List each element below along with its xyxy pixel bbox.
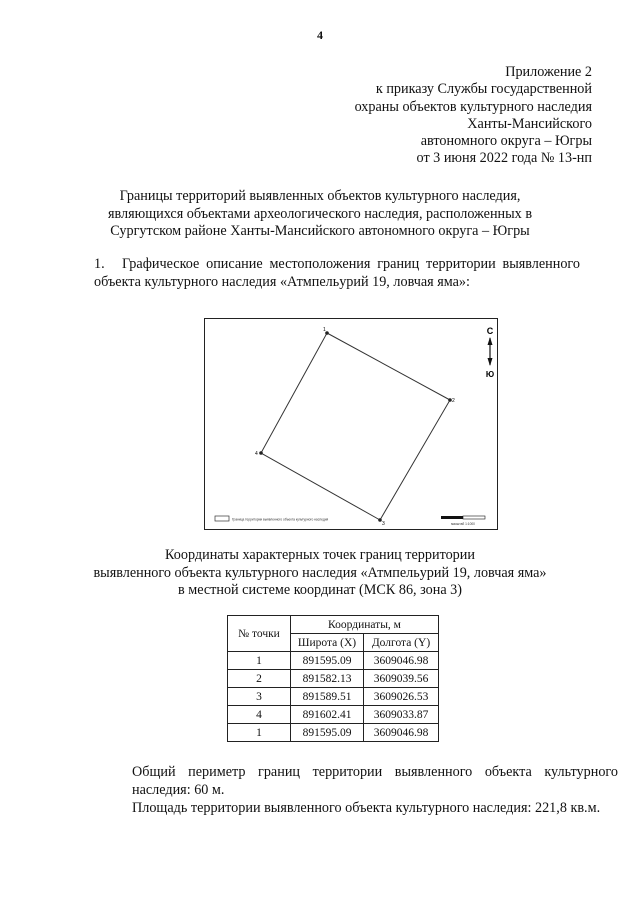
area-paragraph: Площадь территории выявленного объекта культурного наследия: 221,8 кв.м.	[132, 800, 601, 816]
point-label-1: 1	[323, 327, 326, 333]
map-legend	[215, 516, 328, 522]
section-number: 1.	[94, 256, 105, 272]
compass-south: Ю	[485, 370, 495, 379]
cell-y: 3609039.56	[364, 670, 439, 688]
page-number: 4	[317, 28, 323, 42]
cell-point: 2	[228, 670, 291, 688]
header-coordinates: Координаты, м	[291, 616, 439, 634]
cell-point: 3	[228, 688, 291, 706]
cell-x: 891602.41	[291, 706, 364, 724]
point-label-4: 4	[255, 451, 258, 457]
appendix-line: Приложение 2	[505, 64, 592, 80]
title-line: Сургутском районе Ханты-Мансийского автономного округа – Югры	[110, 223, 530, 239]
compass-north: С	[486, 326, 494, 336]
boundary-point-4	[259, 451, 263, 455]
table-row	[228, 652, 439, 670]
table-row	[228, 724, 439, 742]
boundary-map	[204, 318, 498, 530]
coordinates-title	[60, 547, 580, 600]
cell-y: 3609046.98	[364, 652, 439, 670]
legend-swatch	[215, 516, 229, 521]
title-line: Границы территорий выявленных объектов культурного наследия,	[119, 188, 521, 204]
section-1-paragraph	[94, 256, 580, 291]
cell-x: 891582.13	[291, 670, 364, 688]
cell-x: 891595.09	[291, 652, 364, 670]
coords-title-line: выявленного объекта культурного наследия «Атмпельурий 19, ловчая яма»	[93, 564, 547, 581]
title-line: являющихся объектами археологического наследия, расположенных в	[107, 205, 533, 222]
appendix-line: автономного округа – Югры	[420, 133, 592, 150]
cell-point: 1	[228, 652, 291, 670]
table-row	[228, 670, 439, 688]
appendix-line: охраны объектов культурного наследия	[354, 98, 592, 115]
coordinates-table	[227, 615, 439, 742]
compass-icon	[486, 326, 494, 379]
cell-x: 891595.09	[291, 724, 364, 742]
point-label-2: 2	[452, 398, 455, 404]
table-row	[228, 688, 439, 706]
cell-y: 3609033.87	[364, 706, 439, 724]
table-row	[228, 706, 439, 724]
appendix-line: от 3 июня 2022 года № 13-нп	[416, 150, 592, 167]
cell-x: 891589.51	[291, 688, 364, 706]
coords-title-line: Координаты характерных точек границ территории	[165, 547, 475, 563]
point-label-3: 3	[382, 521, 385, 527]
header-point: № точки	[228, 616, 291, 652]
document-title	[60, 188, 580, 241]
appendix-line: к приказу Службы государственной	[375, 81, 592, 98]
cell-y: 3609026.53	[364, 688, 439, 706]
scale-bar	[441, 516, 485, 526]
scale-text: масштаб 1:1000	[451, 522, 475, 526]
coords-title-line: в местной системе координат (МСК 86, зона 3)	[177, 582, 462, 598]
cell-y: 3609046.98	[364, 724, 439, 742]
map-drawing	[205, 319, 496, 528]
appendix-line: Ханты-Мансийского	[467, 115, 592, 132]
cell-point: 1	[228, 724, 291, 742]
header-longitude: Долгота (Y)	[364, 634, 439, 652]
perimeter-paragraph: Общий периметр границ территории выявленного объекта культурного наследия: 60 м.	[132, 764, 618, 798]
boundary-polygon	[261, 333, 450, 520]
legend-text: Граница территории выявленного объекта культурного наследия	[232, 517, 329, 522]
cell-point: 4	[228, 706, 291, 724]
header-latitude: Широта (X)	[291, 634, 364, 652]
section-text: Графическое описание местоположения границ территории выявленного объекта культурного наследия «Атмпельурий 19, ловчая яма»:	[94, 256, 580, 290]
appendix-header	[232, 64, 592, 168]
